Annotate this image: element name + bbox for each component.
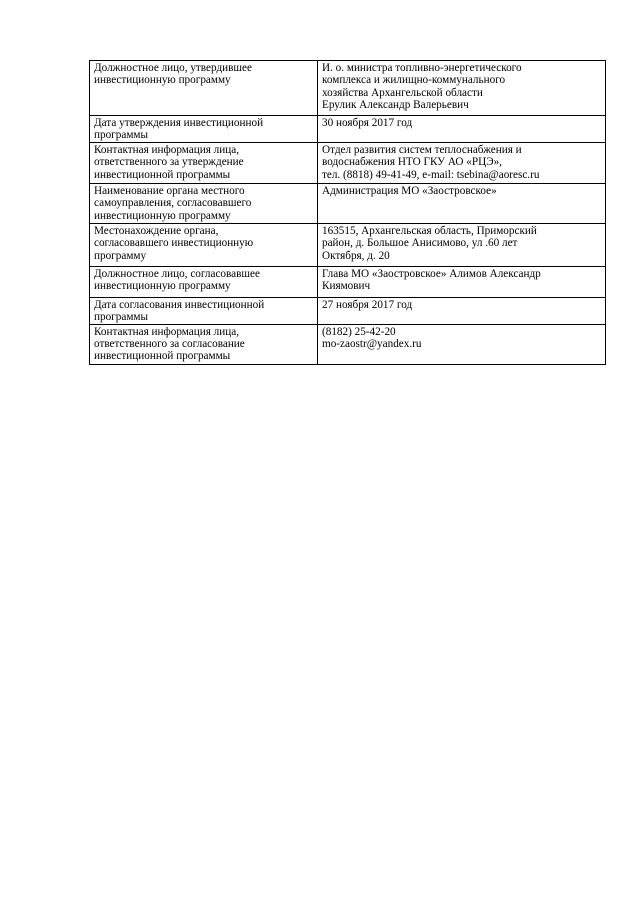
row-value: Администрация МО «Заостровское» [318,183,606,223]
table-row [90,266,606,297]
row-label: Местонахождение органа, согласовавшего инвестиционную программу [90,223,318,266]
row-label: Должностное лицо, утвердившее инвестиционную программу [90,61,318,116]
table-row [90,142,606,183]
investment-program-info-table [89,60,606,365]
row-value: (8182) 25-42-20 mo-zaostr@yandex.ru [318,324,606,364]
table-row [90,297,606,324]
row-value: Глава МО «Заостровское» Алимов Александр Киямович [318,266,606,297]
row-value: И. о. министра топливно-энергетического комплекса и жилищно-коммунального хозяйства Архангельской области Ерулик Александр Валерьевич [318,61,606,116]
row-label: Дата утверждения инвестиционной программы [90,116,318,143]
row-label: Дата согласования инвестиционной программы [90,297,318,324]
row-label: Должностное лицо, согласовавшее инвестиционную программу [90,266,318,297]
row-value: Отдел развития систем теплоснабжения и водоснабжения НТО ГКУ АО «РЦЭ», тел. (8818) 49-41-49, e-mail: tsebina@aoresc.ru [318,142,606,183]
row-value: 27 ноября 2017 год [318,297,606,324]
table-row [90,116,606,143]
row-value: 30 ноября 2017 год [318,116,606,143]
row-value: 163515, Архангельская область, Приморский район, д. Большое Анисимово, ул .60 лет Октября, д. 20 [318,223,606,266]
table-row [90,183,606,223]
row-label: Наименование органа местного самоуправления, согласовавшего инвестиционную программу [90,183,318,223]
table-row [90,61,606,116]
row-label: Контактная информация лица, ответственного за согласование инвестиционной программы [90,324,318,364]
row-label: Контактная информация лица, ответственного за утверждение инвестиционной программы [90,142,318,183]
table-row [90,324,606,364]
table-row [90,223,606,266]
